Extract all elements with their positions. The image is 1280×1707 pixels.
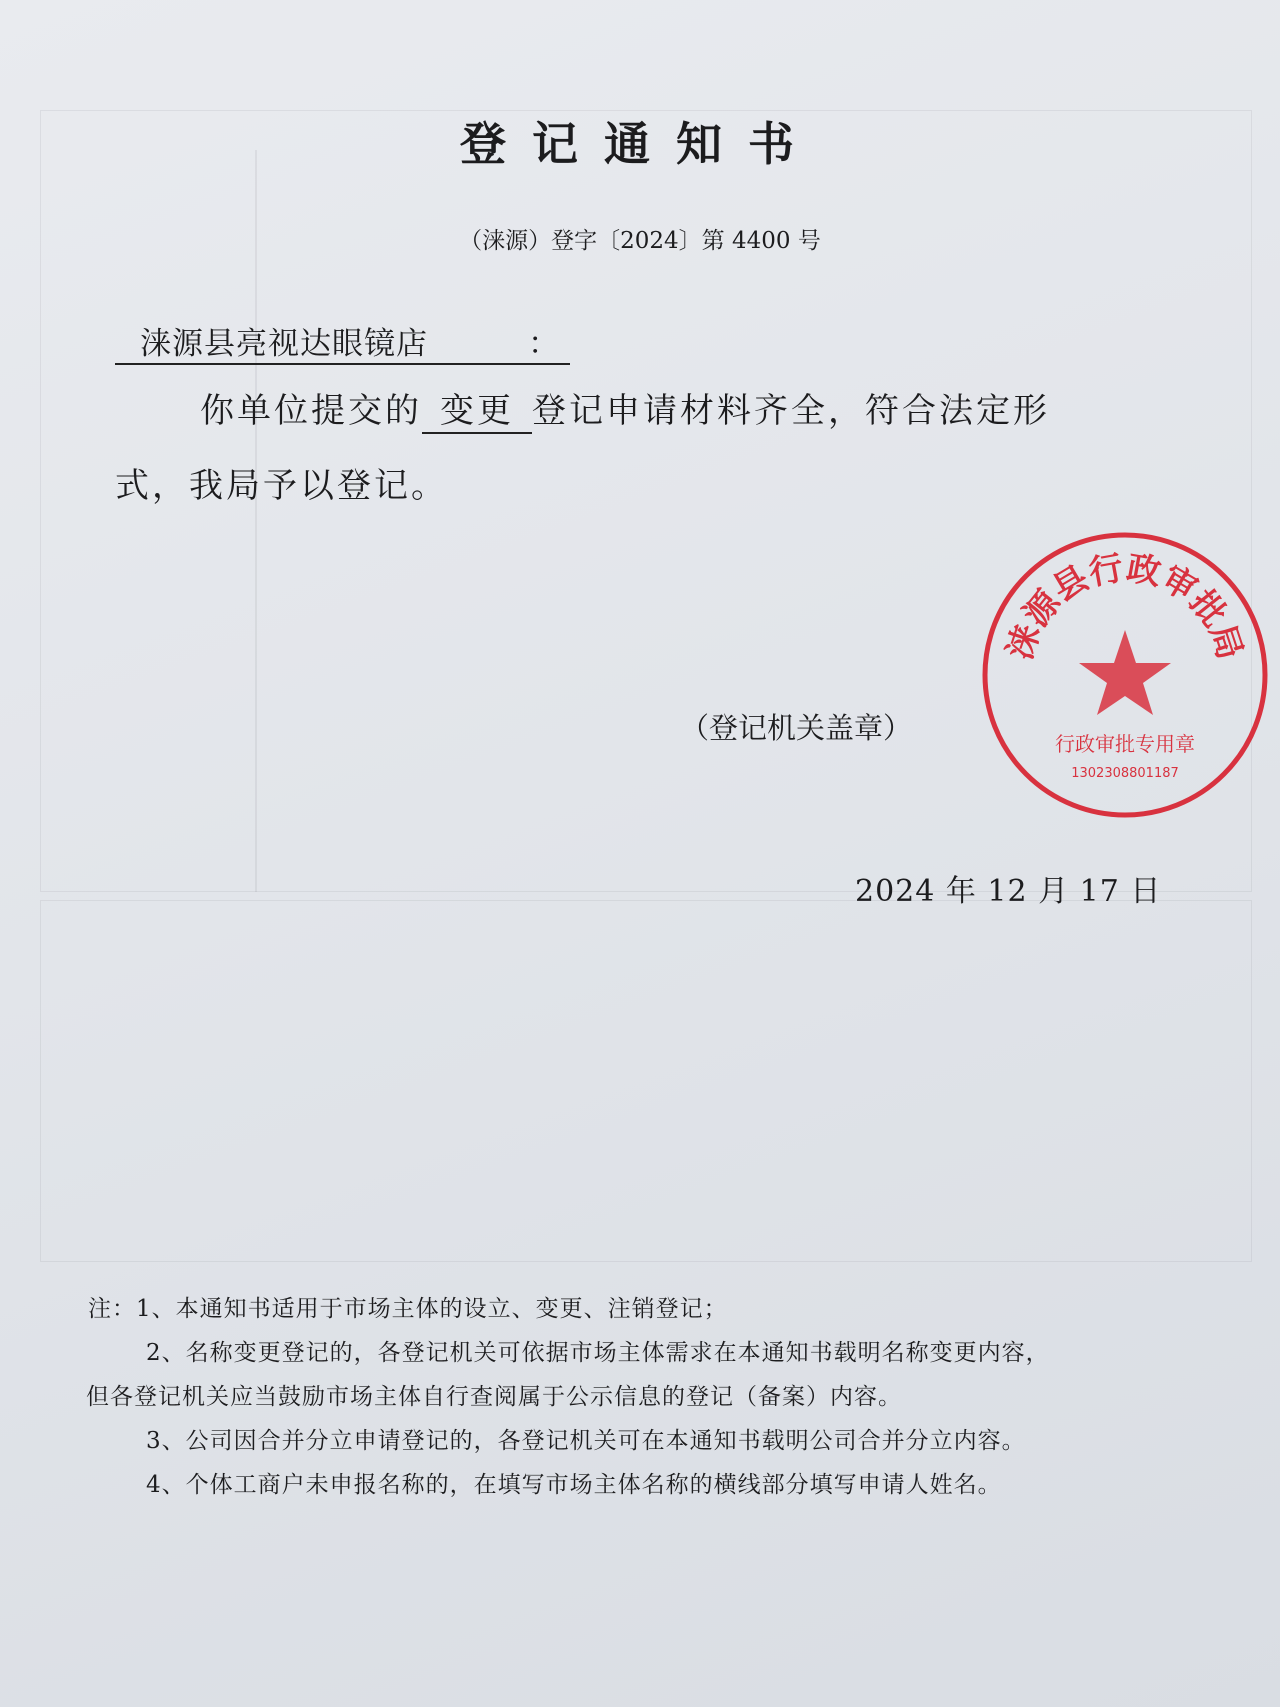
bleed-through-divider xyxy=(255,150,257,892)
body-line-2: 式，我局予以登记。 xyxy=(115,466,448,506)
seal-note: （登记机关盖章） xyxy=(680,711,913,745)
issue-date: 2024 年 12 月 17 日 xyxy=(855,874,1162,909)
note-3: 3、公司因合并分立申请登记的，各登记机关可在本通知书载明公司合并分立内容。 xyxy=(146,1428,1026,1454)
seal-code: 1302308801187 xyxy=(1071,766,1179,781)
addressee-colon: ： xyxy=(528,326,560,362)
note-4: 4、个体工商户未申报名称的，在填写市场主体名称的横线部分填写申请人姓名。 xyxy=(146,1472,1002,1498)
document-title: 登记通知书 xyxy=(460,117,820,171)
note-2-cont: 但各登记机关应当鼓励市场主体自行查阅属于公示信息的登记（备案）内容。 xyxy=(86,1384,902,1410)
addressee-name: 涞源县亮视达眼镜店 xyxy=(140,326,428,362)
star-icon xyxy=(1079,630,1171,715)
body-prefix: 你单位提交的 xyxy=(200,391,422,431)
official-seal xyxy=(975,525,1275,825)
document-number: （涞源）登字〔2024〕第 4400 号 xyxy=(459,228,821,254)
addressee-line xyxy=(115,318,570,365)
note-1: 注：1、本通知书适用于市场主体的设立、变更、注销登记； xyxy=(88,1296,728,1322)
body-suffix: 登记申请材料齐全，符合法定形 xyxy=(532,391,1050,431)
seal-inner-text: 行政审批专用章 xyxy=(1055,732,1195,756)
seal-outer-text: 涞源县行政审批局 xyxy=(999,548,1251,665)
note-2: 2、名称变更登记的，各登记机关可依据市场主体需求在本通知书载明名称变更内容， xyxy=(146,1340,1050,1366)
registration-type: 变更 xyxy=(422,383,532,434)
body-line-1 xyxy=(200,383,1050,434)
bleed-through-table xyxy=(40,900,1252,1262)
